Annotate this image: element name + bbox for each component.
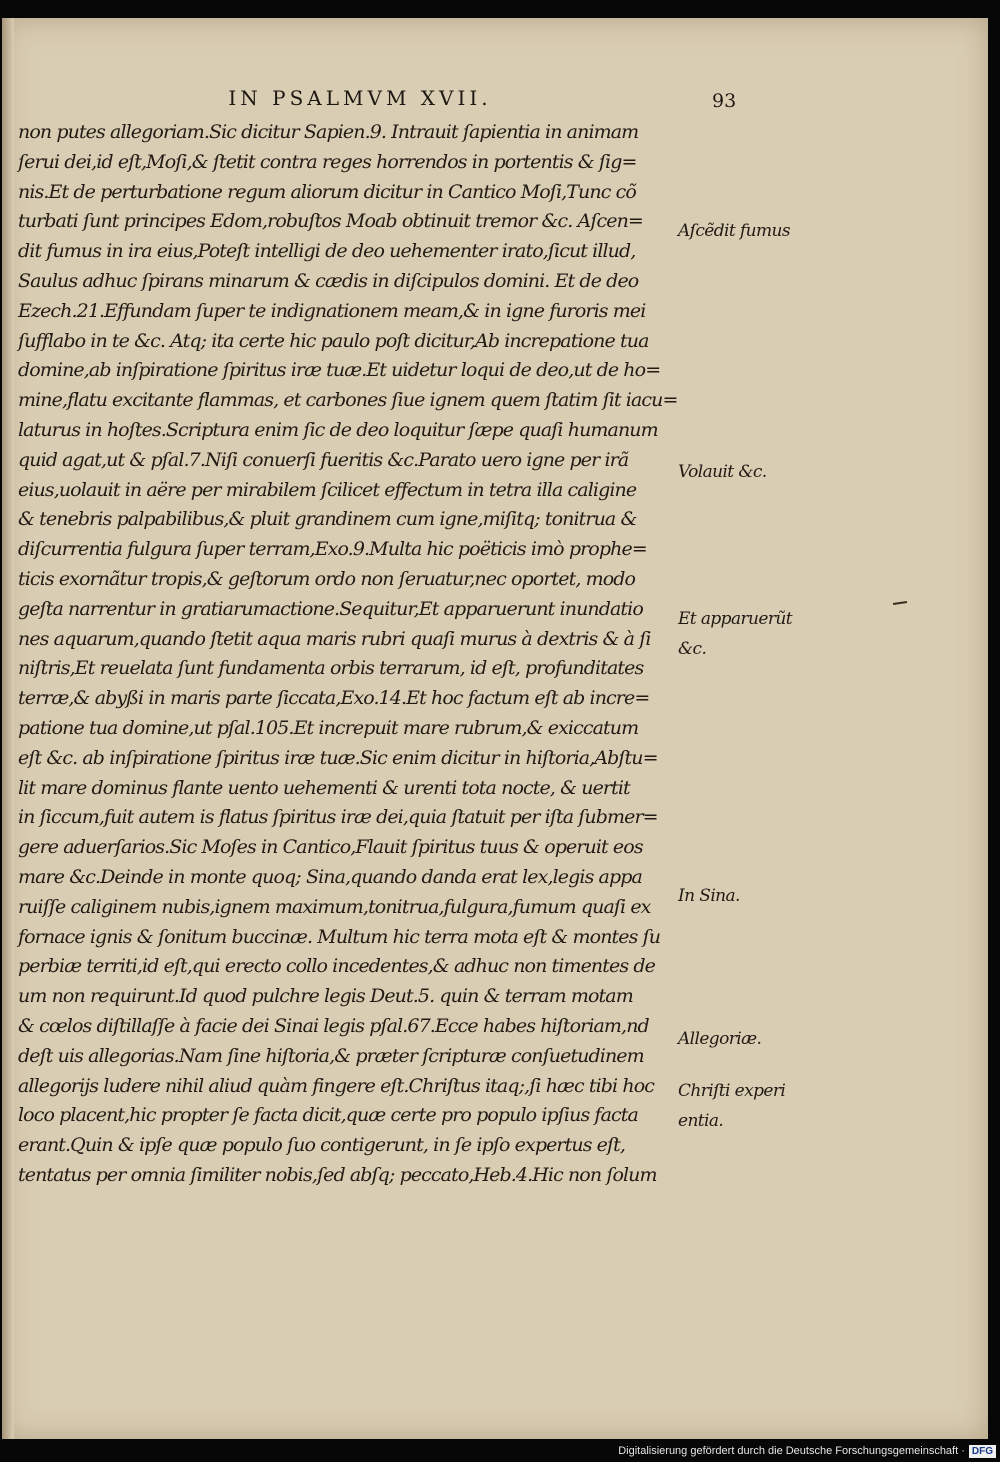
text-line: in ſiccum,fuit autem is flatus ſpiritus iræ dei,quia ſtatuit per iſta ſubmer= — [18, 806, 658, 829]
text-line: perbiæ territi,id eſt,qui erecto collo incedentes,& adhuc non timentes de — [18, 955, 655, 978]
margin-note-volauit — [678, 458, 818, 488]
text-line: geſta narrentur in gratiarumactione.Sequitur,Et apparuerunt inundatio — [18, 597, 643, 620]
digitization-credit-footer — [604, 1443, 996, 1459]
text-line: non putes allegoriam.Sic dicitur Sapien.9. Intrauit ſapientia in animam — [18, 121, 639, 143]
text-line: deſt uis allegorias.Nam ſine hiſtoria,& præter ſcripturæ conſuetudinem — [18, 1044, 644, 1067]
text-line: ruiſſe caliginem nubis,ignem maximum,tonitrua,fulgura,fumum quaſi ex — [18, 895, 651, 918]
margin-note-line: Et apparuerũt — [678, 609, 792, 629]
text-line: domine,ab inſpiratione ſpiritus iræ tuæ.Et uidetur loqui de deo,ut de ho= — [18, 359, 661, 382]
text-line: mine,flatu excitante flammas, et carbones ſiue ignem quem ſtatim ſit iacu= — [18, 389, 678, 412]
text-line: turbati ſunt principes Edom,robuſtos Moab obtinuit tremor &c. Aſcen= — [18, 210, 643, 233]
text-line: Saulus adhuc ſpirans minarum & cædis in diſcipulos domini. Et de deo — [18, 269, 639, 292]
text-line: mare &c.Deinde in monte quoq; Sina,quando danda erat lex,legis appa — [18, 865, 642, 888]
text-line: Ezech.21.Effundam ſuper te indignationem meam,& in igne furoris mei — [18, 299, 646, 322]
text-line: nis.Et de perturbatione regum aliorum dicitur in Cantico Moſi,Tunc cõ — [18, 180, 636, 203]
text-line: & tenebris palpabilibus,& pluit grandinem cum igne,miſitq; tonitrua & — [18, 508, 637, 531]
main-text-block — [18, 118, 678, 1191]
text-line: um non requirunt.Id quod pulchre legis Deut.5. quin & terram motam — [18, 985, 633, 1008]
margin-note-apparuerunt — [678, 605, 818, 665]
margin-note-allegoriae — [678, 1025, 818, 1055]
text-line: & cœlos diſtillaſſe à facie dei Sinai legis pſal.67.Ecce habes hiſtoriam,nd — [18, 1014, 649, 1037]
text-line: terræ,& abyßi in maris parte ſiccata,Exo.14.Et hoc factum eſt ab incre= — [18, 687, 650, 710]
text-line: erant.Quin & ipſe quæ populo ſuo contigerunt, in ſe ipſo expertus eſt, — [18, 1134, 626, 1157]
text-line: niſtris,Et reuelata ſunt fundamenta orbis terrarum, id eſt, profunditates — [18, 657, 644, 680]
text-line: loco placent,hic propter ſe facta dicit,quæ certe pro populo ipſius facta — [18, 1104, 638, 1127]
text-line: ſufflabo in te &c. Atq; ita certe hic paulo poſt dicitur,Ab increpatione tua — [18, 329, 649, 352]
text-line: nes aquarum,quando ſtetit aqua maris rubri quaſi murus à dextris & à ſi — [18, 627, 651, 650]
text-line: eſt &c. ab inſpiratione ſpiritus iræ tuæ.Sic enim dicitur in hiſtoria,Abſtu= — [18, 746, 658, 769]
margin-note-ascendit — [678, 217, 818, 247]
footer-credit-text: Digitalisierung gefördert durch die Deutsche Forschungsgemeinschaft · — [618, 1445, 965, 1457]
text-line: tentatus per omnia ſimiliter nobis,ſed abſq; peccato,Heb.4.Hic non ſolum — [18, 1163, 657, 1186]
text-line: fornace ignis & ſonitum buccinæ. Multum hic terra mota eſt & montes ſu — [18, 925, 661, 948]
text-line: lit mare dominus flante uento uehementi & urenti tota nocte, & uertit — [18, 776, 630, 799]
page-number: 93 — [712, 90, 737, 112]
text-line: allegorijs ludere nihil aliud quàm fingere eſt.Chriſtus itaq;,ſi hæc tibi hoc — [18, 1074, 654, 1097]
text-line: laturus in hoſtes.Scriptura enim ſic de deo loquitur ſæpe quaſi humanum — [18, 418, 658, 441]
margin-note-line: Aſcẽdit fumus — [678, 221, 790, 241]
dfg-logo: DFG — [969, 1445, 996, 1458]
margin-note-line: Chriſti experi — [678, 1081, 786, 1101]
margin-note-line: entia. — [678, 1110, 724, 1131]
margin-note-line: &c. — [678, 638, 707, 659]
text-line: gere aduerſarios.Sic Moſes in Cantico,Flauit ſpiritus tuus & operuit eos — [18, 836, 643, 859]
margin-note-christi — [678, 1077, 818, 1137]
margin-note-line: In Sina. — [678, 886, 740, 906]
text-line: ticis exornãtur tropis,& geſtorum ordo non ſeruatur,nec oportet, modo — [18, 567, 636, 590]
text-line: eius,uolauit in aëre per mirabilem ſcilicet effectum in tetra illa caligine — [18, 478, 637, 501]
running-title: IN PSALMVM XVII. — [228, 86, 492, 110]
text-line: patione tua domine,ut pſal.105.Et increpuit mare rubrum,& exiccatum — [18, 716, 639, 739]
margin-note-line: Allegoriæ. — [678, 1029, 762, 1049]
text-line: dit fumus in ira eius,Poteſt intelligi de deo uehementer irato,ſicut illud, — [18, 240, 636, 263]
margin-note-line: Volauit &c. — [678, 462, 767, 482]
page-binding-edge — [2, 18, 14, 1439]
text-line: ſerui dei,id eſt,Moſi,& ſtetit contra reges horrendos in portentis & ſig= — [18, 150, 637, 173]
text-line: quid agat,ut & pſal.7.Niſi conuerſi fueritis &c.Parato uero igne per irã — [18, 448, 629, 471]
text-line: diſcurrentia fulgura ſuper terram,Exo.9.Multa hic poëticis imò prophe= — [18, 538, 647, 561]
margin-note-in-sina — [678, 882, 818, 912]
